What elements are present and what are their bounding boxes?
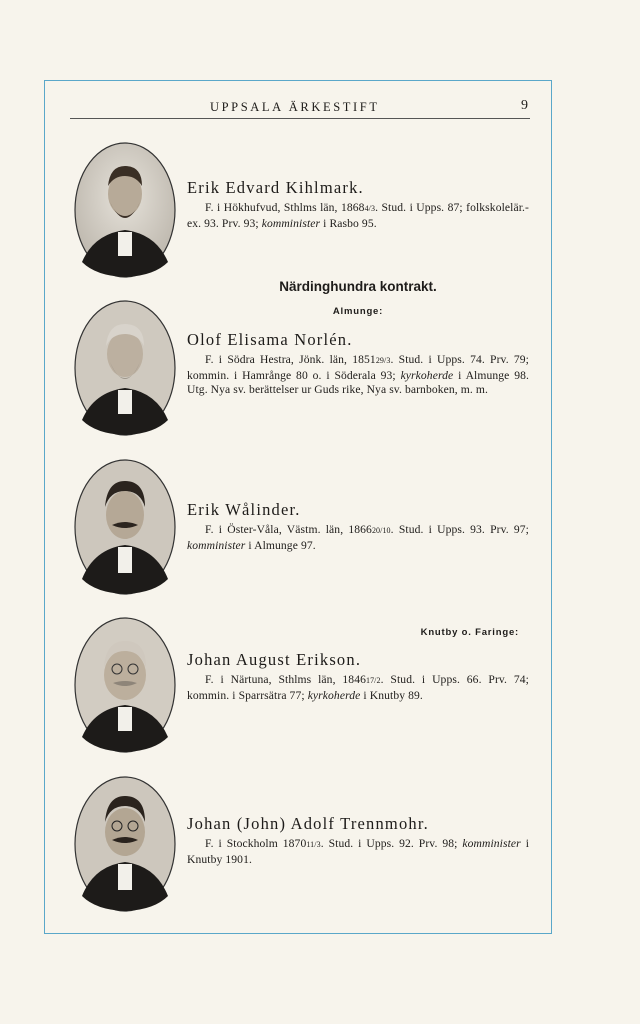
person-name: Johan (John) Adolf Trennmohr. xyxy=(187,814,429,833)
portrait-trennmohr xyxy=(74,776,176,912)
running-title: UPPSALA ÄRKESTIFT xyxy=(210,100,380,114)
birth-date-fraction: 11/3 xyxy=(306,840,321,849)
bio-text: . Stud. i Upps. 93. Prv. 97; xyxy=(390,523,529,536)
bio-text: . Stud. i Upps. 92. Prv. 98; xyxy=(320,837,458,850)
bio-text: F. i Närtuna, Sthlms län, 1846 xyxy=(205,673,366,686)
portrait-oval-image xyxy=(74,459,176,595)
birth-date-fraction: 17/2 xyxy=(365,676,381,685)
entry-trennmohr xyxy=(187,814,529,867)
bio-text: . Stud. i Upps. 74. Prv. 79; kommin. i Hamrånge 80 o. i Söderala 93; xyxy=(187,353,529,382)
office-title: komminister xyxy=(187,538,246,552)
parish-heading-almunge: Almunge: xyxy=(332,306,384,317)
running-header xyxy=(70,98,530,120)
entry-walinder xyxy=(187,500,529,553)
portrait-oval-image xyxy=(74,142,176,278)
entry-erikson xyxy=(187,650,529,703)
bio-text: i Almunge 98. Utg. Nya sv. berättelser ur Guds rike, Nya sv. barnboken, m. m. xyxy=(187,368,530,397)
bio-text: F. i Södra Hestra, Jönk. län, 1851 xyxy=(205,353,376,366)
bio-text: F. i Hökhufvud, Sthlms län, 1868 xyxy=(205,201,365,214)
bio-text: i Almunge 97. xyxy=(248,538,316,552)
person-bio xyxy=(187,523,529,553)
person-name: Olof Elisama Norlén. xyxy=(187,330,353,349)
parish-heading-knutby: Knutby o. Faringe: xyxy=(420,627,519,638)
office-title: komminister xyxy=(261,216,321,230)
bio-text: F. i Öster-Våla, Västm. län, 1866 xyxy=(205,523,372,536)
portrait-norlen xyxy=(74,300,176,436)
person-bio xyxy=(187,353,529,398)
portrait-walinder xyxy=(74,459,176,595)
person-name: Johan August Erikson. xyxy=(187,650,362,669)
person-bio xyxy=(187,201,529,231)
portrait-oval-image xyxy=(74,776,176,912)
birth-date-fraction: 4/3 xyxy=(364,204,376,213)
page-number: 9 xyxy=(521,98,528,113)
portrait-oval-image xyxy=(74,617,176,753)
header-rule xyxy=(70,118,530,119)
birth-date-fraction: 29/3 xyxy=(375,356,391,365)
bio-text: F. i Stockholm 1870 xyxy=(205,837,307,850)
office-title: kyrkoherde xyxy=(307,688,361,702)
office-title: kyrkoherde xyxy=(400,368,454,382)
person-name: Erik Wålinder. xyxy=(187,500,301,519)
portrait-kihlmark xyxy=(74,142,176,278)
person-name: Erik Edvard Kihlmark. xyxy=(187,178,364,197)
bio-text: . Stud. i Upps. 66. Prv. 74; kommin. i Sparrsätra 77; xyxy=(187,673,529,702)
portrait-oval-image xyxy=(74,300,176,436)
bio-text: . Stud. i Upps. 87; folkskolelär.-ex. 93. Prv. 93; xyxy=(187,201,530,230)
bio-text: i Knutby 89. xyxy=(363,688,423,702)
person-bio xyxy=(187,673,529,703)
bio-text: i Knutby 1901. xyxy=(187,837,530,866)
contract-heading: Närdinghundra kontrakt. xyxy=(279,279,437,294)
entry-norlen xyxy=(187,330,529,398)
birth-date-fraction: 20/10 xyxy=(371,526,391,535)
office-title: komminister xyxy=(462,837,521,850)
person-bio xyxy=(187,837,529,867)
bio-text: i Rasbo 95. xyxy=(323,216,377,230)
entry-kihlmark xyxy=(187,178,529,231)
portrait-erikson xyxy=(74,617,176,753)
